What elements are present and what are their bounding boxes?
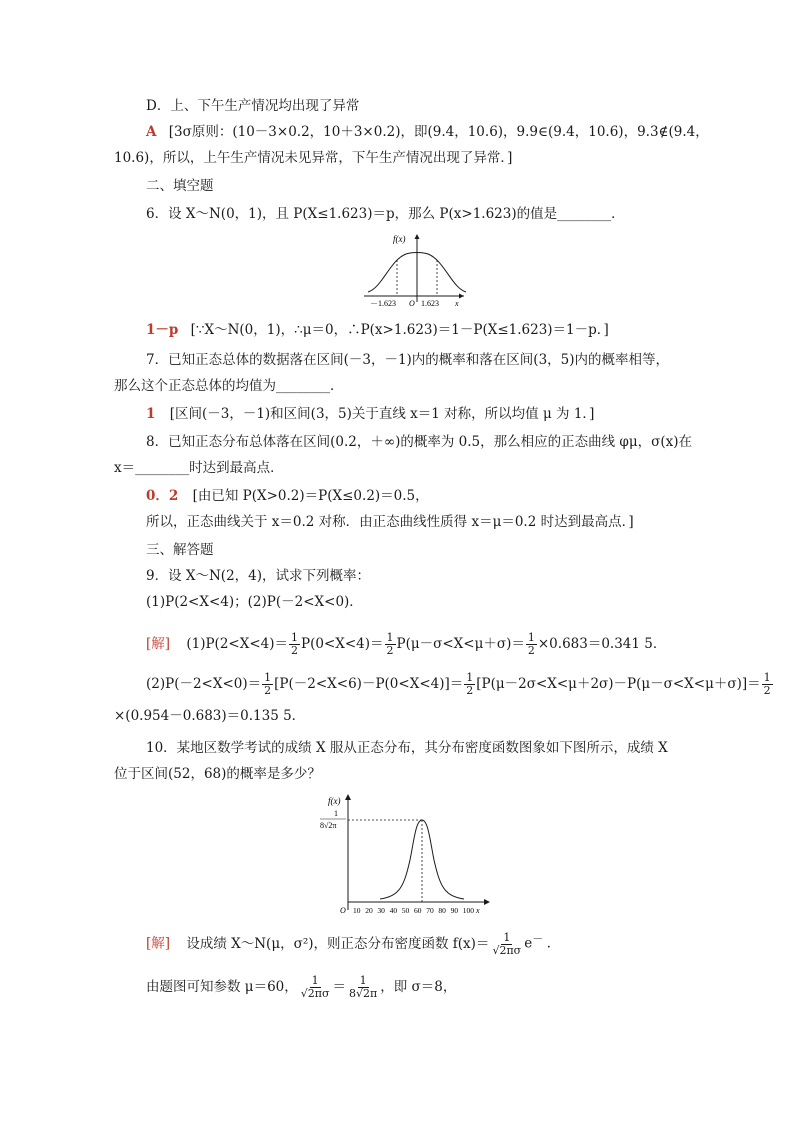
fig2-tick-label: 30 — [377, 906, 385, 915]
section-solutions: 三、解答题 — [146, 542, 214, 558]
fraction-half — [762, 672, 773, 697]
question-8a: 8．已知正态分布总体落在区间(0.2，＋∞)的概率为 0.5，那么相应的正态曲线 φμ，σ(x)在 — [146, 434, 692, 450]
fig2-xlabel: x — [476, 906, 480, 915]
q7-answer: 1 — [146, 406, 156, 422]
fraction-half — [385, 632, 396, 657]
fig2-ylabel: f(x) — [328, 796, 341, 806]
frac-den: 2 — [264, 684, 272, 697]
q10-s1-exp: e — [524, 935, 533, 952]
fig2-tick-label: 60 — [414, 906, 422, 915]
q9-s1-c: P(μ－σ<X<μ＋σ)＝ — [396, 636, 525, 652]
section-fill-in: 二、填空题 — [146, 178, 214, 194]
q8-explanation-2: 所以，正态曲线关于 x＝0.2 对称．由正态曲线性质得 x＝μ＝0.2 时达到最高点．] — [146, 514, 634, 530]
q9-s2-b: [P(－2<X<6)－P(0<X<4)]＝ — [274, 676, 464, 692]
fig2-peak-den: 8√2π — [320, 821, 337, 830]
fig2-tick-label: 80 — [438, 906, 446, 915]
frac-num: 1 — [466, 671, 474, 684]
q9-s2-c: [P(μ－2σ<X<μ＋2σ)－P(μ－σ<X<μ＋σ)]＝ — [476, 676, 761, 692]
q6-answer: 1－p — [146, 322, 179, 338]
fig2-tick-label: 70 — [426, 906, 434, 915]
question-10b: 位于区间(52，68)的概率是多少？ — [114, 766, 321, 782]
question-8b: x＝________时达到最高点． — [114, 460, 284, 476]
q9-s2-a: (2)P(－2<X<0)＝ — [146, 676, 262, 692]
figure-normal-curve-1 — [360, 230, 470, 308]
frac-num: 1 — [311, 974, 319, 987]
frac-num: 1 — [763, 671, 771, 684]
q10-s2-b: ＝ — [332, 979, 346, 995]
q10-s2-a: 由题图可知参数 μ＝60， — [146, 979, 298, 995]
question-7a: 7．已知正态总体的数据落在区间(－3，－1)内的概率和落在区间(3，5)内的概率相等， — [146, 352, 670, 368]
q9-s1-a: (1)P(2<X<4)＝ — [186, 636, 288, 652]
q5-answer-line — [146, 122, 709, 142]
fraction-lhs — [299, 975, 332, 1000]
q5-explanation-1: [3σ原则：(10－3×0.2，10＋3×0.2)，即(9.4，10.6)，9.9∈(9.4，10.6)，9.3∉(9.4， — [168, 124, 709, 140]
fig2-tick-label: 10 — [353, 906, 361, 915]
solution-tag: [解] — [146, 935, 171, 952]
question-10a: 10．某地区数学考试的成绩 X 服从正态分布，其分布密度函数图象如下图所示，成绩 X — [146, 740, 668, 756]
frac-num: 1 — [503, 930, 511, 944]
q8-answer-line — [146, 486, 429, 506]
question-9: 9．设 X～N(2，4)，试求下列概率： — [146, 568, 371, 584]
fig1-ylabel: f(x) — [393, 234, 406, 244]
fraction-half — [464, 672, 475, 697]
q5-answer: A — [146, 124, 157, 140]
frac-den: √2πσ — [300, 987, 330, 1000]
exponent-placeholder: － — [532, 932, 547, 945]
q10-s1: 设成绩 X～N(μ，σ²)，则正态分布密度函数 f(x)＝ — [186, 935, 490, 952]
fraction-pdf-coef — [490, 932, 523, 957]
frac-num: 1 — [264, 671, 272, 684]
frac-num: 1 — [291, 631, 298, 644]
frac-num: 1 — [386, 631, 394, 644]
question-9-parts: (1)P(2<X<4)；(2)P(－2<X<0)． — [146, 594, 363, 610]
frac-den: 2 — [527, 644, 535, 657]
q9-s1-b: P(0<X<4)＝ — [301, 636, 384, 652]
frac-den: 2 — [466, 684, 474, 697]
fig1-origin: O — [409, 299, 415, 308]
figure-normal-curve-2 — [312, 790, 494, 920]
q9-solution-2 — [146, 670, 774, 698]
fig2-origin: O — [340, 906, 346, 915]
fig2-tick-label: 100 — [462, 906, 475, 915]
q10-solution-1: [解] 设成绩 X～N(μ，σ²)，则正态分布密度函数 f(x)＝ $\frac{1}{√2\pi\sigma}$ e－ ． — [146, 930, 561, 957]
fig2-tick-label: 20 — [365, 906, 373, 915]
q7-answer-line — [146, 404, 594, 424]
q6-explanation: [∵X～N(0，1)，∴μ＝0，∴P(x>1.623)＝1－P(X≤1.623)＝1－p．] — [190, 322, 609, 338]
frac-num: 1 — [359, 974, 367, 987]
fig2-tick-label: 40 — [389, 906, 398, 915]
fig1-left-tick: －1.623 — [370, 299, 396, 308]
q6-answer-line — [146, 320, 609, 340]
fig1-right-tick: 1.623 — [421, 299, 439, 308]
fig2-tick-label: 90 — [450, 906, 459, 915]
q9-s1-d: ×0.683＝0.341 5． — [537, 636, 667, 652]
frac-den: 2 — [763, 684, 771, 697]
q10-solution-2 — [146, 972, 456, 1002]
frac-den: 2 — [386, 644, 394, 657]
q8-answer: 0．2 — [146, 488, 179, 504]
q5-explanation-2: 10.6)，所以，上午生产情况未见异常，下午生产情况出现了异常．] — [114, 150, 513, 166]
q8-explanation-1: [由已知 P(X>0.2)＝P(X≤0.2)＝0.5， — [192, 488, 429, 504]
q9-solution-1 — [146, 630, 666, 658]
frac-den: 8√2π — [349, 987, 378, 1000]
fraction-rhs — [347, 975, 379, 1000]
fraction-half — [526, 632, 537, 657]
solution-tag: [解] — [146, 636, 171, 652]
question-6: 6．设 X～N(0，1)，且 P(X≤1.623)＝p，那么 P(x>1.623)的值是________． — [146, 206, 625, 222]
fig2-tick-label: 50 — [401, 906, 410, 915]
question-7b: 那么这个正态总体的均值为________． — [114, 378, 344, 394]
q10-s2-c: ，即 σ＝8， — [380, 979, 457, 995]
fraction-half — [262, 672, 273, 697]
q7-explanation: [区间(－3，－1)和区间(3，5)关于直线 x＝1 对称，所以均值 μ 为 1．] — [169, 406, 595, 422]
fig2-peak-num: 1 — [334, 809, 338, 818]
fig1-xlabel: x — [455, 299, 459, 308]
frac-den: √2πσ — [492, 943, 522, 957]
frac-den: 2 — [291, 644, 298, 657]
option-d: D．上、下午生产情况均出现了异常 — [146, 98, 360, 114]
frac-num: 1 — [527, 631, 535, 644]
q9-solution-2-cont: ×(0.954－0.683)＝0.135 5． — [114, 708, 306, 724]
fraction-half — [289, 632, 300, 657]
